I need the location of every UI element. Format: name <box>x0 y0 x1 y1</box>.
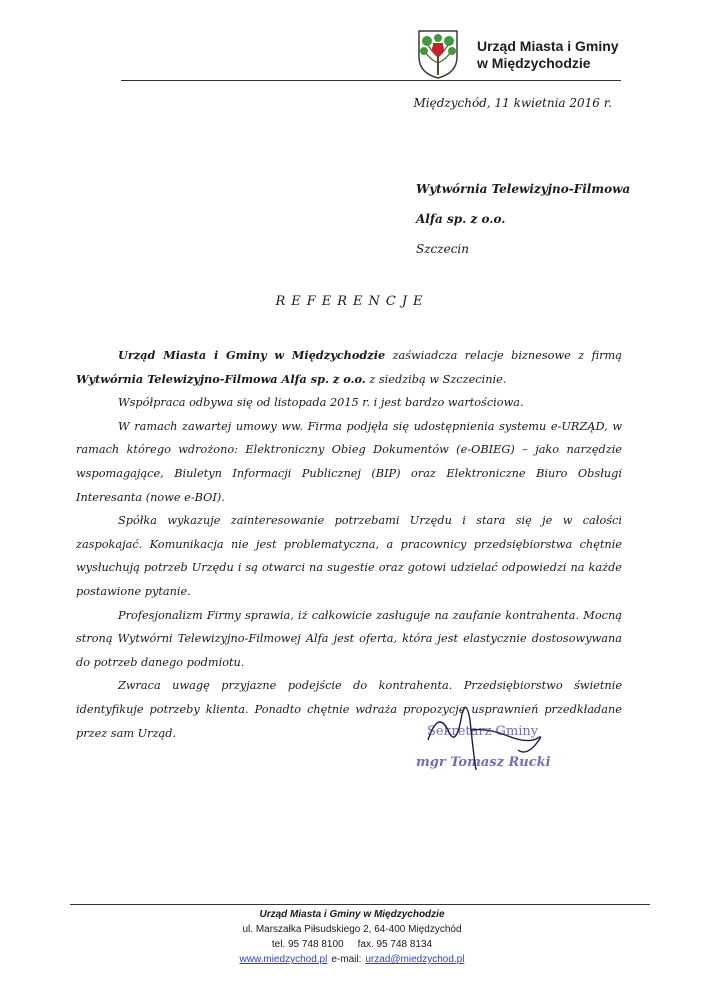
paragraph-4: Spółka wykazuje zainteresowanie potrzebami Urzędu i stara się je w całości zaspokajać. Komunikacja nie jest problematyczna, a pracownicy przedsiębiorstwa chętnie wysłuchują potrzeb Urzędu i są otwarci na sugestie oraz gotowi udzielać odpowiedzi na każde postawione pytanie. <box>76 514 622 598</box>
paragraph-3: W ramach zawartej umowy ww. Firma podjęła się udostępnienia systemu e-URZĄD, w ramach którego wdrożono: Elektroniczny Obieg Dokumentów (e-OBIEG) – jako narzędzie wspomagające, Biuletyn Informacji Publicznej (BIP) oraz Elektroniczne Biuro Obsługi Interesanta (nowe e-BOI). <box>76 419 622 504</box>
org-name-line1: Urząd Miasta i Gminy <box>477 38 619 54</box>
paragraph-6: Zwraca uwagę przyjazne podejście do kontrahenta. Przedsiębiorstwo świetnie identyfikuje potrzeby klienta. Ponadto chętnie wdraża propozycje usprawnień przedkładane przez sam Urząd. <box>76 679 622 740</box>
footer-org: Urząd Miasta i Gminy w Międzychodzie <box>259 909 445 920</box>
body-p1-end: z siedzibą w Szczecinie. <box>365 372 507 386</box>
paragraph-5: Profesjonalizm Firmy sprawia, iż całkowicie zasługuje na zaufanie kontrahenta. Mocną stroną Wytwórni Telewizyjno-Filmowej Alfa jest oferta, która jest elastycznie dostosowywana do potrzeb danego podmiotu. <box>76 608 622 669</box>
email-label: e-mail: <box>331 954 362 965</box>
org-name-line2: w Międzychodzie <box>477 55 591 71</box>
footer-divider <box>70 904 650 905</box>
stamp-name: mgr Tomasz Rucki <box>416 755 551 770</box>
paragraph-2: Współpraca odbywa się od listopada 2015 r. i jest bardzo wartościowa. <box>118 396 524 410</box>
header-divider <box>121 80 621 81</box>
org-header <box>477 38 619 72</box>
recipient-name-line2: Alfa sp. z o.o. <box>416 212 506 226</box>
signature-icon <box>418 700 548 780</box>
footer <box>0 907 704 967</box>
stamp-title: Sekretarz Gminy <box>427 724 539 739</box>
coat-of-arms-icon <box>417 29 459 79</box>
footer-fax: fax. 95 748 8134 <box>357 939 433 950</box>
letter-body <box>76 344 622 745</box>
letter-title: REFERENCJE <box>275 294 429 309</box>
footer-tel: tel. 95 748 8100 <box>271 939 344 950</box>
body-org-name: Urząd Miasta i Gminy w Międzychodzie <box>118 348 386 362</box>
footer-address: ul. Marszałka Piłsudskiego 2, 64-400 Międzychód <box>242 924 462 935</box>
footer-phones <box>0 937 704 952</box>
recipient-block <box>416 174 630 264</box>
recipient-name-line1: Wytwórnia Telewizyjno-Filmowa <box>416 182 631 196</box>
website-link[interactable]: www.miedzychod.pl <box>239 954 328 965</box>
paragraph-1 <box>76 344 622 391</box>
body-company-name: Wytwórnia Telewizyjno-Filmowa Alfa sp. z o.o. <box>76 371 366 386</box>
recipient-city: Szczecin <box>416 242 469 256</box>
email-link[interactable]: urzad@miedzychod.pl <box>365 954 465 965</box>
letter-date: Międzychód, 11 kwietnia 2016 r. <box>413 96 612 110</box>
footer-contacts <box>0 952 704 967</box>
body-p1-mid: zaświadcza relacje biznesowe z firmą <box>385 349 622 362</box>
